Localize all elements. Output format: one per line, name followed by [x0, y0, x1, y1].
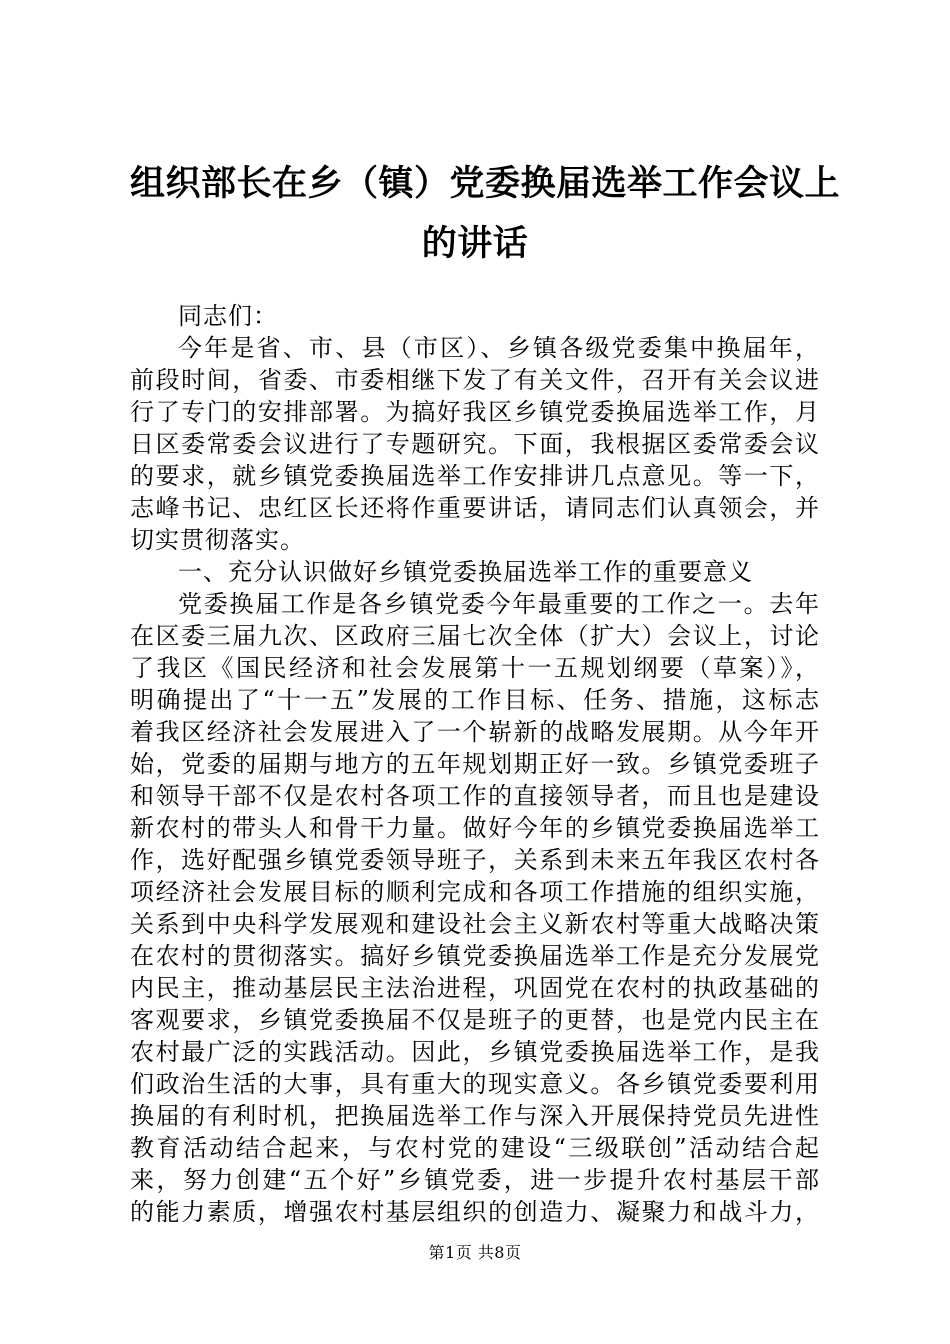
- paragraph-line: 关系到中央科学发展观和建设社会主义新农村等重大战略决策: [130, 910, 820, 938]
- paragraph-line: 的要求，就乡镇党委换届选举工作安排讲几点意见。等一下，: [130, 462, 820, 490]
- paragraph-line: 着我区经济社会发展进入了一个崭新的战略发展期。从今年开: [130, 718, 820, 746]
- paragraph-line: 作，选好配强乡镇党委领导班子，关系到未来五年我区农村各: [130, 846, 820, 874]
- paragraph-line: 明确提出了“十一五”发展的工作目标、任务、措施，这标志: [130, 686, 820, 714]
- paragraph-line: 换届的有利时机，把换届选举工作与深入开展保持党员先进性: [130, 1102, 820, 1130]
- paragraph-line: 切实贯彻落实。: [130, 526, 305, 554]
- paragraph-line: 志峰书记、忠红区长还将作重要讲话，请同志们认真领会，并: [130, 494, 820, 522]
- paragraph-line: 日区委常委会议进行了专题研究。下面，我根据区委常委会议: [130, 430, 820, 458]
- paragraph-line: 党委换届工作是各乡镇党委今年最重要的工作之一。去年: [178, 590, 820, 618]
- paragraph-line: 客观要求，乡镇党委换届不仅是班子的更替，也是党内民主在: [130, 1006, 820, 1034]
- paragraph-line: 今年是省、市、县（市区）、乡镇各级党委集中换届年，: [178, 334, 820, 362]
- paragraph-line: 项经济社会发展目标的顺利完成和各项工作措施的组织实施，: [130, 878, 820, 906]
- paragraph-line: 行了专门的安排部署。为搞好我区乡镇党委换届选举工作，月: [130, 398, 820, 426]
- paragraph-line: 了我区《国民经济和社会发展第十一五规划纲要（草案）》，: [130, 654, 820, 682]
- paragraph-line: 农村最广泛的实践活动。因此，乡镇党委换届选举工作，是我: [130, 1038, 820, 1066]
- paragraph-line: 来，努力创建“五个好”乡镇党委，进一步提升农村基层干部: [130, 1166, 820, 1194]
- paragraph-line: 在区委三届九次、区政府三届七次全体（扩大）会议上，讨论: [130, 622, 820, 650]
- paragraph-line: 们政治生活的大事，具有重大的现实意义。各乡镇党委要利用: [130, 1070, 820, 1098]
- paragraph-line: 新农村的带头人和骨干力量。做好今年的乡镇党委换届选举工: [130, 814, 820, 842]
- paragraph-line: 和领导干部不仅是农村各项工作的直接领导者，而且也是建设: [130, 782, 820, 810]
- paragraph-line: 始，党委的届期与地方的五年规划期正好一致。乡镇党委班子: [130, 750, 820, 778]
- paragraph-line: 内民主，推动基层民主法治进程，巩固党在农村的执政基础的: [130, 974, 820, 1002]
- document-title-line-2: 的讲话: [421, 224, 529, 264]
- section-heading: 一、充分认识做好乡镇党委换届选举工作的重要意义: [178, 558, 753, 586]
- document-title-line-1: 组织部长在乡（镇）党委换届选举工作会议上: [130, 164, 841, 204]
- paragraph-line: 的能力素质，增强农村基层组织的创造力、凝聚力和战斗力，: [130, 1198, 820, 1226]
- salutation: 同志们：: [178, 302, 278, 330]
- paragraph-line: 教育活动结合起来，与农村党的建设“三级联创”活动结合起: [130, 1134, 820, 1162]
- page-footer: 第1页 共8页: [428, 1243, 522, 1262]
- paragraph-line: 前段时间，省委、市委相继下发了有关文件，召开有关会议进: [130, 366, 820, 394]
- paragraph-line: 在农村的贯彻落实。搞好乡镇党委换届选举工作是充分发展党: [130, 942, 820, 970]
